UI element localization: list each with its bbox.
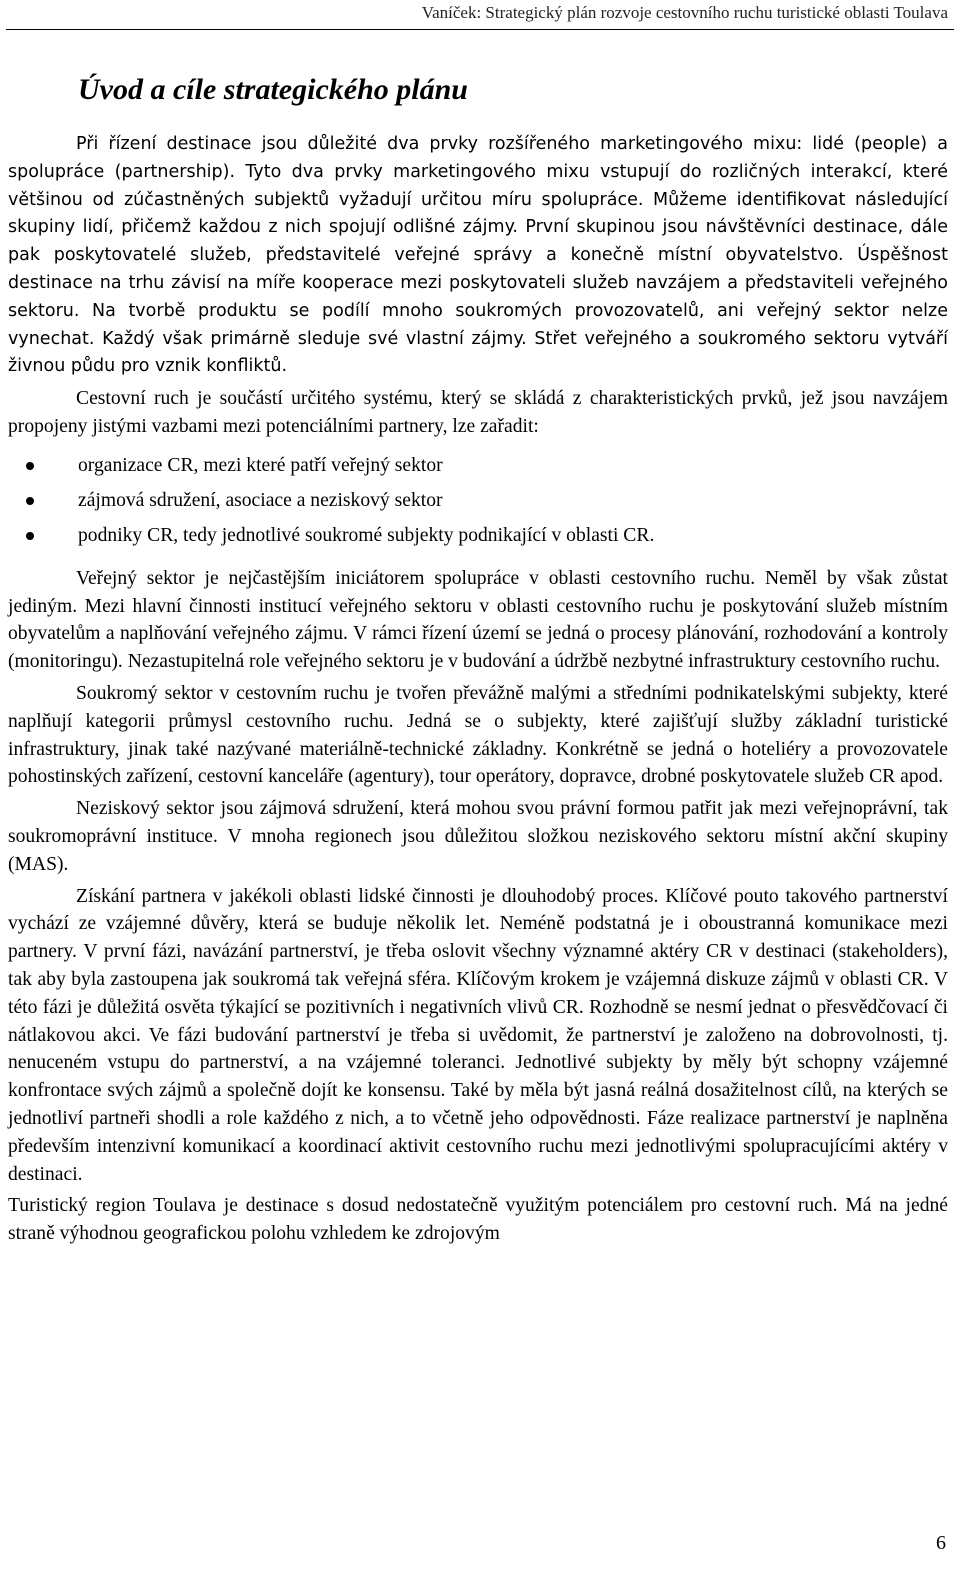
header-divider — [6, 29, 954, 30]
list-item — [8, 518, 948, 553]
section-title: Úvod a cíle strategického plánu — [78, 73, 468, 106]
paragraph-toulava: Turistický region Toulava je destinace s dosud nedostatečně využitým potenciálem pro cestovní ruch. Má na jedné straně výhodnou geografickou polohu vzhledem ke zdrojovým — [8, 1195, 948, 1245]
partner-list — [8, 448, 948, 553]
list-item-text: podniky CR, tedy jednotlivé soukromé subjekty podnikající v oblasti CR. — [78, 524, 655, 546]
paragraph-partnership: Získání partnera v jakékoli oblasti lidské činnosti je dlouhodobý proces. Klíčové pouto takového partnerství vychází ze vzájemné důvěry, která se buduje několik let. Neméně podstatná je i oboustranná komunikace mezi partnery. V první fázi, navázání partnerství, je třeba oslovit všechny významné aktéry CR v destinaci (stakeholders), tak aby byla zastoupena jak soukromá tak veřejná sféra. Klíčovým krokem je vzájemná diskuze zájmů v oblasti CR. V této fázi je důležitá osvěta týkající se pozitivních i negativních vlivů CR. Rozhodně se nesmí jednat o přesvědčovací či nátlakovou akci. Ve fázi budování partnerství je třeba si uvědomit, že partnerství je založeno na dobrovolnosti, tj. nenuceném vstupu do partnerství, a na vzájemné toleranci. Jednotlivé subjekty by měly být schopny vzájemné konfrontace svých zájmů a společně dojít ke konsensu. Také by měla být jasná reálná dosažitelnost cílů, na kterých se jednotliví partneři shodli a role každého z nich, a to včetně jeho odpovědnosti. Fáze realizace partnerství je naplněna především intenzivní komunikací a koordinací aktivit cestovního ruchu mezi jednotlivými spolupracujícími aktéry v destinaci. — [8, 885, 948, 1185]
paragraph-system: Cestovní ruch je součástí určitého systému, který se skládá z charakteristických prvků, jež jsou navzájem propojeny jistými vazbami mezi potenciálními partnery, lze zařadit: — [8, 388, 948, 437]
page-number: 6 — [936, 1532, 946, 1554]
list-item — [8, 448, 948, 483]
paragraph-public-sector: Veřejný sektor je nejčastějším iniciátorem spolupráce v oblasti cestovního ruchu. Neměl by však zůstat jediným. Mezi hlavní činnosti institucí veřejného sektoru v oblasti cestovního ruchu je poskytování služeb místním obyvatelům a naplňování veřejného zájmu. V rámci řízení území se jedná o procesy plánování, rozhodování a kontroly (monitoringu). Nezastupitelná role veřejného sektoru je v budování a údržbě nezbytné infrastruktury cestovního ruchu. — [8, 567, 948, 673]
paragraph-private-sector: Soukromý sektor v cestovním ruchu je tvořen převážně malými a středními podnikatelskými subjekty, které naplňují kategorii průmysl cestovního ruchu. Jedná se o subjekty, které zajišťují služby základní turistické infrastruktury, jinak také nazývané materiálně-technické základny. Konkrétně se jedná o hoteliéry a provozovatele pohostinských zařízení, cestovní kanceláře (agentury), tour operátory, dopravce, drobné poskytovatele služeb CR apod. — [8, 682, 948, 788]
list-item — [8, 483, 948, 518]
paragraph-nonprofit-sector: Neziskový sektor jsou zájmová sdružení, která mohou svou právní formou patřit jak mezi veřejnoprávní, tak soukromoprávní instituce. V mnoha regionech jsou důležitou složkou neziskového sektoru místní akční skupiny (MAS). — [8, 798, 948, 875]
bullet-icon — [26, 462, 34, 470]
list-item-text: organizace CR, mezi které patří veřejný sektor — [78, 454, 443, 476]
list-item-text: zájmová sdružení, asociace a neziskový sektor — [78, 489, 443, 511]
paragraph-intro: Při řízení destinace jsou důležité dva prvky rozšířeného marketingového mixu: lidé (people) a spolupráce (partnership). Tyto dva prvky marketingového mixu vstupují do rozličných interakcí, které většinou od zúčastněných subjektů vyžadují určitou míru spolupráce. Můžeme identifikovat následující skupiny lidí, přičemž každou z nich spojují odlišné zájmy. První skupinou jsou návštěvníci destinace, dále pak poskytovatelé služeb, představitelé veřejné správy a konečně místní obyvatelstvo. Úspěšnost destinace na trhu závisí na míře kooperace mezi poskytovateli služeb navzájem a představiteli veřejného sektoru. Na tvorbě produktu se podílí mnoho soukromých provozovatelů, ani veřejný sektor nelze vynechat. Každý však primárně sleduje své vlastní zájmy. Střet veřejného a soukromého sektoru vytváří živnou půdu pro vznik konfliktů. — [8, 134, 948, 377]
bullet-icon — [26, 497, 34, 505]
running-header: Vaníček: Strategický plán rozvoje cestovního ruchu turistické oblasti Toulava — [421, 3, 948, 22]
bullet-icon — [26, 532, 34, 540]
document-body — [8, 131, 948, 1248]
